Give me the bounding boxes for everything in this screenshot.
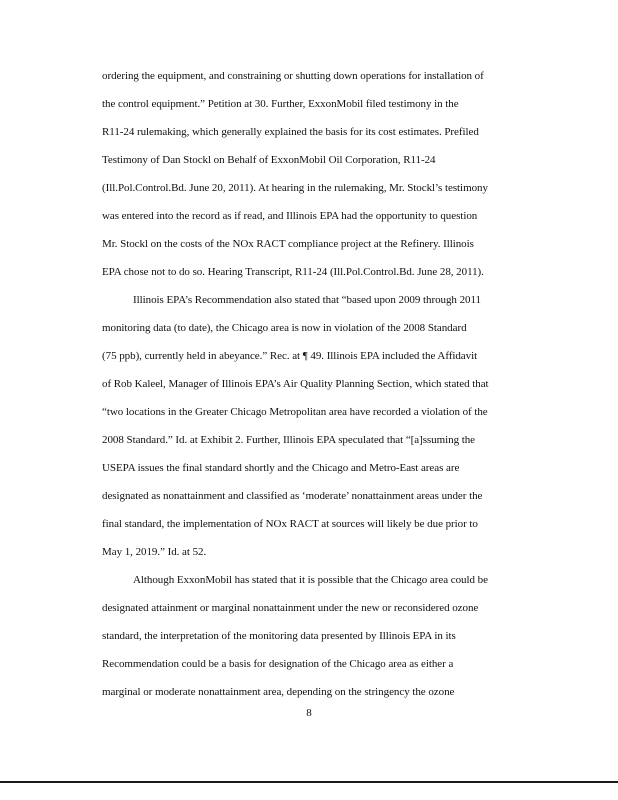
text-line: marginal or moderate nonattainment area, depending on the stringency the ozone xyxy=(102,686,455,698)
text-line: was entered into the record as if read, and Illinois EPA had the opportunity to question xyxy=(102,210,478,222)
paragraph-first-line: Illinois EPA’s Recommendation also stated that “based upon 2009 through 2011 xyxy=(133,294,481,306)
text-line: R11-24 rulemaking, which generally explained the basis for its cost estimates. Prefiled xyxy=(102,126,479,138)
text-line: designated as nonattainment and classified as ‘moderate’ nonattainment areas under the xyxy=(102,490,483,502)
text-line: Recommendation could be a basis for designation of the Chicago area as either a xyxy=(102,658,454,670)
text-line: Testimony of Dan Stockl on Behalf of ExxonMobil Oil Corporation, R11-24 xyxy=(102,154,436,166)
text-line: final standard, the implementation of NOx RACT at sources will likely be due prior to xyxy=(102,518,478,530)
text-line: standard, the interpretation of the monitoring data presented by Illinois EPA in its xyxy=(102,630,456,642)
text-line: May 1, 2019.” Id. at 52. xyxy=(102,546,207,558)
paragraph-first-line: Although ExxonMobil has stated that it is possible that the Chicago area could be xyxy=(133,574,488,586)
text-line: (Ill.Pol.Control.Bd. June 20, 2011). At hearing in the rulemaking, Mr. Stockl’s testimony xyxy=(102,182,488,194)
text-line: Mr. Stockl on the costs of the NOx RACT compliance project at the Refinery. Illinois xyxy=(102,238,474,250)
text-line: 2008 Standard.” Id. at Exhibit 2. Further, Illinois EPA speculated that “[a]ssuming the xyxy=(102,434,476,446)
text-line: the control equipment.” Petition at 30. Further, ExxonMobil filed testimony in the xyxy=(102,98,459,110)
text-line: (75 ppb), currently held in abeyance.” Rec. at ¶ 49. Illinois EPA included the Affidavit xyxy=(102,350,478,362)
bottom-divider xyxy=(0,781,618,783)
text-line: designated attainment or marginal nonattainment under the new or reconsidered ozone xyxy=(102,602,479,614)
text-line: “two locations in the Greater Chicago Metropolitan area have recorded a violation of the xyxy=(102,406,488,418)
text-line: ordering the equipment, and constraining or shutting down operations for installation of xyxy=(102,70,484,82)
text-line: USEPA issues the final standard shortly and the Chicago and Metro-East areas are xyxy=(102,462,460,474)
text-line: of Rob Kaleel, Manager of Illinois EPA’s Air Quality Planning Section, which stated that xyxy=(102,378,489,390)
text-line: EPA chose not to do so. Hearing Transcript, R11-24 (Ill.Pol.Control.Bd. June 28, 2011). xyxy=(102,266,484,278)
text-line: monitoring data (to date), the Chicago area is now in violation of the 2008 Standard xyxy=(102,322,467,334)
page-number: 8 xyxy=(306,707,312,719)
